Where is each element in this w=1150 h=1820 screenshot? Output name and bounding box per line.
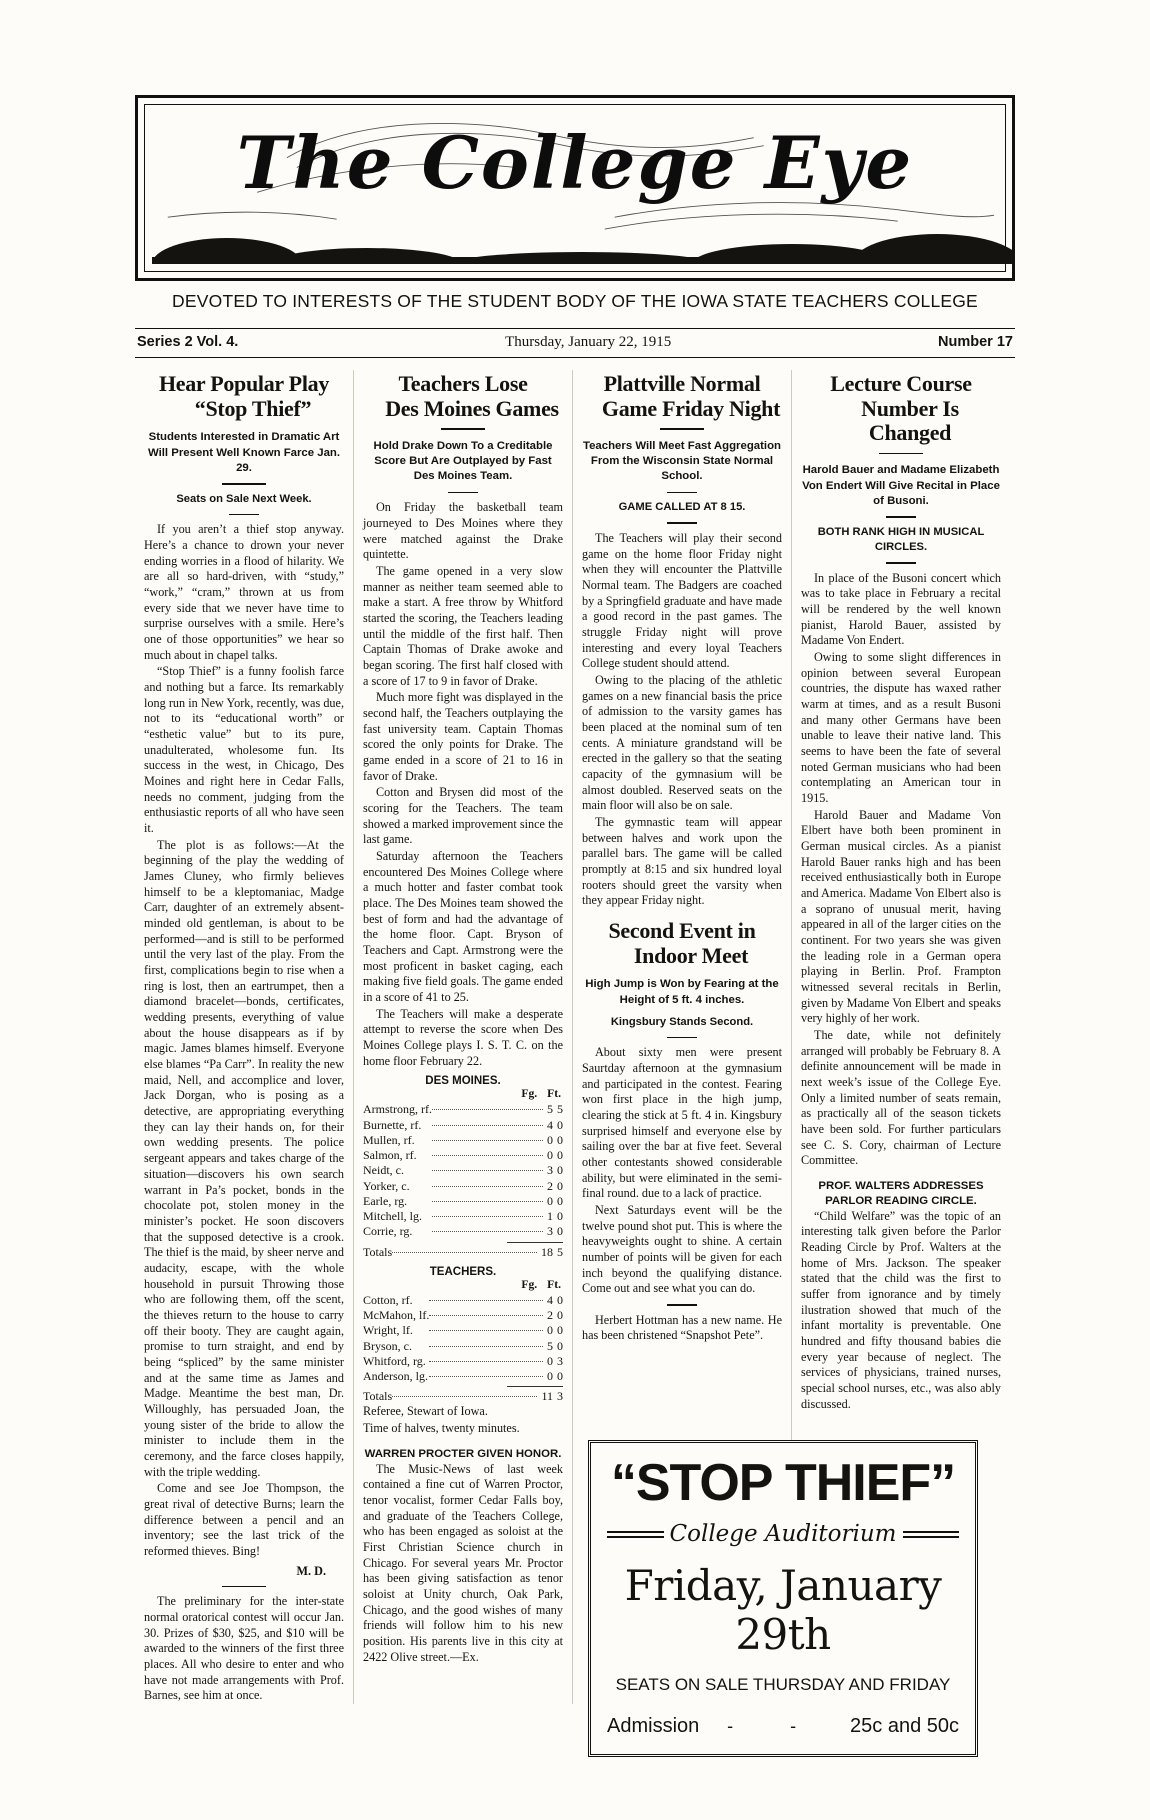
paragraph: Cotton and Brysen did most of the scoring for the Teachers. The team showed a marked improvement since the last game. — [363, 785, 563, 847]
paragraph: The game opened in a very slow manner as neither team seemed able to make a start. A free throw by Whitford started the scoring, the Teachers leading until the middle of the first half. Then Captain Thomas of Drake awoke and began scoring. The first half closed with a score of 17 to 9 in favor of Drake. — [363, 563, 563, 688]
issue-series: Series 2 Vol. 4. — [137, 334, 239, 350]
issue-number: Number 17 — [938, 334, 1013, 350]
subhead-2: GAME CALLED AT 8 15. — [618, 501, 746, 514]
divider — [229, 514, 259, 516]
subhead-prof-walters: PROF. WALTERS ADDRESSES PARLOR READING CIRCLE. — [818, 1180, 984, 1207]
divider — [222, 483, 266, 485]
subhead-2: BOTH RANK HIGH IN MUSICAL CIRCLES. — [817, 525, 985, 553]
subhead-warren-procter: WARREN PROCTER GIVEN HONOR. — [364, 1447, 562, 1460]
paragraph: Owing to the placing of the athletic games on a new financial basis the price of admission to the varsity games has been placed at the nominal sum of ten cents. A miniature grandstand will be erected in the gallery so that the seating capacity of the gymnasium will be almost doubled. Reserved seats on the main floor will also be on sale. — [582, 672, 782, 813]
divider — [667, 522, 697, 524]
divider — [886, 516, 916, 518]
headline-line-2: Des Moines Games — [385, 395, 559, 421]
paragraph: In place of the Busoni concert which was to take place in February a recital will be rendered by the well known pianist, Harold Bauer, assisted by Madame Von Endert. — [801, 570, 1001, 648]
paragraph: Harold Bauer and Madame Von Elbert have both been prominent in German musical circles. As a pianist Harold Bauer ranks high and has been received enthusiastically both in Europe and America. Madame Von Elbert also is a soprano of unusual merit, having appeared in all of the larger cities on the continent. For two years she was given the leading role in a German opera playing in Berlin. Prof. Frampton witnessed several recitals in Berlin, given by Madame Von Elbert and speaks very highly of her work. — [801, 807, 1001, 1026]
column-2 — [353, 370, 572, 1704]
masthead — [135, 95, 1015, 281]
headline-line-2: Game Friday Night — [601, 395, 781, 421]
box-score-header — [363, 1278, 563, 1291]
divider — [667, 492, 697, 494]
headline-teachers-lose — [363, 372, 563, 421]
masthead-landscape — [152, 212, 998, 264]
headline-line-1: Plattville Normal — [603, 371, 761, 396]
ad-admission-row — [607, 1715, 959, 1738]
headline-line-1: Hear Popular Play — [158, 371, 330, 396]
referee-note: Referee, Stewart of Iowa. — [363, 1404, 488, 1419]
table-row: Bryson, c. 5 0 — [363, 1338, 563, 1353]
rule-right — [903, 1531, 960, 1538]
table-row: Burnette, rf. 4 0 — [363, 1117, 563, 1132]
stop-thief-advertisement[interactable] — [588, 1440, 978, 1757]
headline-lecture-course — [801, 372, 1001, 446]
paragraph: The gymnastic team will appear between halves and work upon the parallel bars. The game will be called promptly at 8:15 and six hundred loyal rooters should greet the varsity when they appear Friday night. — [582, 814, 782, 908]
paragraph: “Child Welfare” was the topic of an interesting talk given before the Parlor Reading Circle by Prof. Walters at the home of Mrs. Jackson. The speaker stated that the child was the first to suffer from ignorance and by timely ilustration showed that much of the infant mortality is preventable. One hundred and fifty thousand babies die every year because of neglect. The services of physicians, trained nurses, special school nurses, etc., was also ably discussed. — [801, 1208, 1001, 1411]
ad-seats-note: SEATS ON SALE THURSDAY AND FRIDAY — [615, 1675, 951, 1694]
paragraph: About sixty men were present Saurtday afternoon at the gymnasium and participated in the contest. Fearing won first place in the high jump, clearing the stick at 5 ft. 4 in. Kingsbury surprised himself and everyone else by sailing over the bar at five feet. Several other contestants showed considerable ability, but were eliminated in the semi-final round. due to a lack of practice. — [582, 1045, 782, 1201]
divider — [886, 562, 916, 564]
paragraph: “Stop Thief” is a funny foolish farce and nothing but a farce. Its remarkably long run in New York, recently, was due, not to its “educational worth” or “esthetic value” but to its pure, unadulterated, wholesome fun. Its success in the west, in Chicago, Des Moines and right here in Cedar Falls, needs no comment, judging from the enthusiastic reports of all who have seen it. — [144, 664, 344, 836]
table-row: Mullen, rf. 0 0 — [363, 1132, 563, 1147]
subhead-1: Teachers Will Meet Fast Aggregation From the Wisconsin State Normal School. — [582, 439, 781, 483]
divider — [879, 453, 923, 455]
paragraph: The preliminary for the inter-state normal oratorical contest will occur Jan. 30. Prizes of $30, $25, and $10 will be awarded to the winners of the first three places. All who desire to enter and who have not made arrangements with Prof. Barnes, see him at once. — [144, 1594, 344, 1703]
table-row: Anderson, lg. 0 0 — [363, 1368, 563, 1383]
paragraph: Saturday afternoon the Teachers encountered Des Moines College where a much hotter and faster combat took place. The Des Moines team showed the best of form and had the advantage of the home floor. Capt. Bryson of Teachers and Capt. Armstrong were the most proficent in basket caging, each making five field goals. The game ended in a score of 41 to 25. — [363, 849, 563, 1005]
paragraph: Come and see Joe Thompson, the great rival of detective Burns; learn the difference between a pencil and an inventory; see the last trick of the reformed thieves. Bing! — [144, 1481, 344, 1558]
headline-line-2: Number Is Changed — [861, 395, 959, 446]
column-1 — [135, 370, 353, 1704]
issue-line — [135, 328, 1015, 358]
box-score-header — [363, 1087, 563, 1100]
ad-admission-dash: - - — [727, 1716, 823, 1736]
newspaper-page — [0, 95, 1150, 1820]
divider — [222, 1586, 266, 1588]
headline-line-2: Indoor Meet — [633, 942, 749, 968]
ad-date: Friday, January 29th — [624, 1561, 942, 1659]
rule-left — [607, 1531, 664, 1538]
box-score-des-moines — [363, 1102, 563, 1239]
headline-line-1: Second Event in — [608, 918, 756, 943]
ad-admission-label: Admission — [607, 1715, 700, 1737]
headline-plattville-normal — [582, 372, 782, 421]
col-ft: Ft. — [547, 1087, 561, 1101]
headline-line-1: Teachers Lose — [398, 371, 528, 396]
col-fg: Fg. — [521, 1087, 538, 1101]
table-row: Neidt, c. 3 0 — [363, 1163, 563, 1178]
paragraph: If you aren’t a thief stop anyway. Here’s a chance to drown your never ending worries in a flood of hilarity. We are all so hard-driven, with “study,” “work,” “cram,” thrown at us from every side that we never have time to surprise ourselves with a smile. Here’s one of those opportunities” we hear so much about in chapel talks. — [144, 522, 344, 662]
table-row: Totals 11 3 — [363, 1389, 563, 1404]
signature: M. D. — [296, 1563, 326, 1578]
paragraph: Next Saturdays event will be the twelve pound shot put. This is where the heavyweights ought to shine. A certain number of points will be given for each inch beyond the qualifying distance. Come out and see what you can do. — [582, 1203, 782, 1296]
time-note: Time of halves, twenty minutes. — [363, 1421, 520, 1436]
col-ft: Ft. — [547, 1277, 561, 1291]
headline-hear-popular-play — [144, 372, 344, 421]
subhead-2: Seats on Sale Next Week. — [176, 492, 312, 505]
paragraph: Owing to some slight differences in opinion between several European countries, the dispute has waxed rather warm at times, and as a result Busoni and many other Germans have been unable to leave their native land. This seems to have been the fate of several noted German musicians who had been contemplating an American tour in 1915. — [801, 649, 1001, 805]
paragraph: The plot is as follows:—At the beginning of the play the wedding of James Cluney, who firmly believes himself to be a kleptomaniac, Madge Carr, daughter of an extremely absent-minded old gentleman, is about to be performed—and is still to be performed until the very last of the play. From the first, complications begin to rise when a ring is lost, then an eartrumpet, then a diamond bracelet—bonds, certificates, wedding presents, everything of value about the house disappears as if by magic. James blames himself. Everyone else blames “Pa Carr”. In reality the new maid, Nell, and accomplice and lover, Jack Dorgan, who is posing as a detective, are appropriating everything they can lay their hands on, for their own wedding presents. The police sergeant appears and takes charge of the situation—discovers his own search warrant in Pa’s pocket, bonds in the chocolate pot, stolen money in the minister’s pocket. He soon discovers that the supposed detective is a crook. The thief is the maid, by sheer nerve and audacity, escape, with the whole household in pursuit Throwing those who are following them, off the scent, the thieves return to the house to carry off their booty. They are caught again, promise to turn straight, and end by being “spliced” by the same minister and at the same time as James and Madge. Meantime the best man, Dr. Willoughly, has persuaded Joan, the young sister of the bride to allow the minister to include them in the ceremony, and the farce closes happily, with the triple wedding. — [144, 837, 344, 1479]
ad-title: “STOP THIEF” — [610, 1454, 956, 1512]
table-row: Cotton, rf. 4 0 — [363, 1292, 563, 1307]
subhead-1: Harold Bauer and Madame Elizabeth Von Endert Will Give Recital in Place of Busoni. — [802, 464, 1000, 508]
headline-line-2: “Stop Thief” — [194, 395, 312, 421]
box-score-teachers — [363, 1293, 563, 1384]
paragraph: The Music-News of last week contained a fine cut of Warren Proctor, tenor vocalist, former Cedar Falls boy, and graduate of the Teachers College, who has been engaged as soloist at the First Christian Science church in Chicago. For several years Mr. Proctor has been giving satisfaction as tenor soloist at Unity church, Oak Park, Chicago, and the good wishes of many friends will follow him to his new position. His parents live in this city at 2422 Olive street.—Ex. — [363, 1461, 563, 1664]
col-fg: Fg. — [521, 1277, 538, 1291]
issue-date: Thursday, January 22, 1915 — [505, 334, 672, 350]
subhead-1: Hold Drake Down To a Creditable Score But Are Outplayed by Fast Des Moines Team. — [373, 439, 553, 483]
advertisement-container — [588, 1440, 978, 1757]
ad-venue-row — [607, 1521, 959, 1547]
paragraph: The Teachers will play their second game on the home floor Friday night when they will encounter the Plattville Normal team. The Badgers are coached by a Springfield graduate and have made a good record in the past games. The struggle Friday night will prove interesting and every loyal Teachers College student should attend. — [582, 530, 782, 671]
headline-line-1: Lecture Course — [830, 371, 972, 396]
paragraph: On Friday the basketball team journeyed to Des Moines where they were matched against the Drake quintette. — [363, 500, 563, 562]
tagline: DEVOTED TO INTERESTS OF THE STUDENT BODY OF THE IOWA STATE TEACHERS COLLEGE — [172, 291, 978, 311]
table-row: Whitford, rg. 0 3 — [363, 1353, 563, 1368]
divider — [660, 428, 704, 430]
paragraph: Herbert Hottman has a new name. He has been christened “Snapshot Pete”. — [582, 1312, 782, 1343]
table-row: Totals 18 5 — [363, 1244, 563, 1259]
box-score-title-des-moines: DES MOINES. — [425, 1075, 501, 1088]
box-score-total-des-moines — [363, 1245, 563, 1260]
table-row: Mitchell, lg. 1 0 — [363, 1209, 563, 1224]
divider — [667, 1304, 697, 1306]
table-row: McMahon, lf. 2 0 — [363, 1308, 563, 1323]
headline-second-event — [582, 919, 782, 968]
ad-venue: College Auditorium — [669, 1521, 897, 1547]
subhead-1: Students Interested in Dramatic Art Will Present Well Known Farce Jan. 29. — [147, 431, 341, 474]
box-score-total-teachers — [363, 1389, 563, 1404]
paragraph: The Teachers will make a desperate attempt to reverse the score when Des Moines College plays I. S. T. C. on the home floor February 22. — [363, 1006, 563, 1068]
paragraph: The date, while not definitely arranged will probably be February 8. A definite announcement will be made in next week’s issue of the College Eye. Only a limited number of seats remain, as practically all of the season tickets have been sold. For further particulars see C. S. Cory, chairman of Lecture Committee. — [801, 1027, 1001, 1168]
divider — [441, 428, 485, 430]
ad-admission-price: 25c and 50c — [850, 1715, 959, 1737]
table-row: Wright, lf. 0 0 — [363, 1323, 563, 1338]
paragraph: Much more fight was displayed in the second half, the Teachers outplaying the fast university team. Captain Thomas scored the only points for Drake. The game ended in a score of 21 to 16 in favor of Drake. — [363, 690, 563, 783]
divider — [448, 492, 478, 494]
table-row: Earle, rg. 0 0 — [363, 1193, 563, 1208]
table-row: Yorker, c. 2 0 — [363, 1178, 563, 1193]
divider — [667, 1037, 697, 1039]
table-row: Corrie, rg. 3 0 — [363, 1224, 563, 1239]
table-row: Armstrong, rf. 5 5 — [363, 1102, 563, 1117]
subhead-4: Kingsbury Stands Second. — [610, 1015, 754, 1028]
masthead-title: The College Eye — [236, 120, 914, 205]
subhead-3: High Jump is Won by Fearing at the Height of 5 ft. 4 inches. — [585, 978, 779, 1006]
table-row: Salmon, rf. 0 0 — [363, 1148, 563, 1163]
box-score-title-teachers: TEACHERS. — [429, 1265, 497, 1278]
